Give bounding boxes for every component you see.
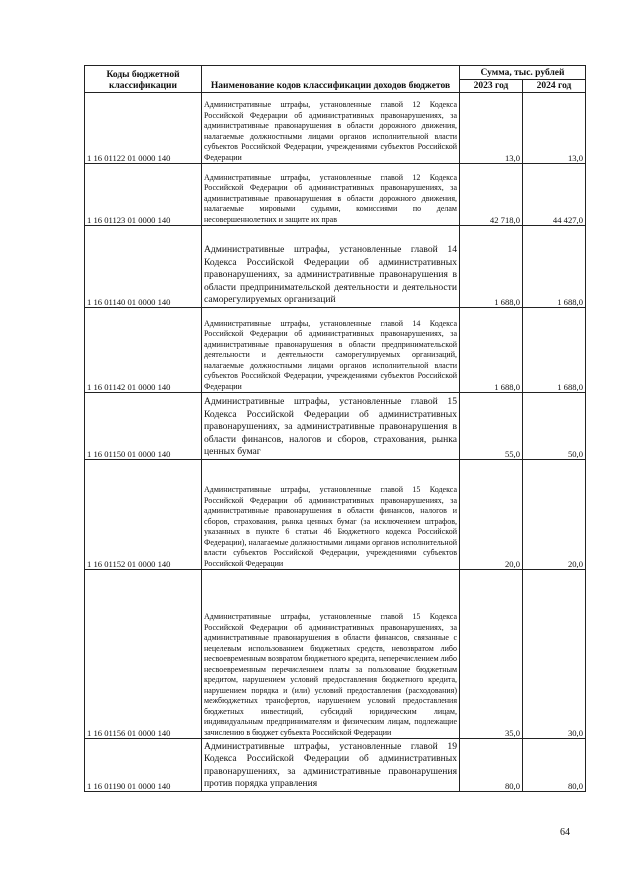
row-name: Административные штрафы, установленные главой 14 Кодекса Российской Федерации об административных правонарушениях, за административные правонарушения в области предпринимательской деятельности и деятельности саморегулируемых организаций xyxy=(202,226,460,308)
row-code: 1 16 01190 01 0000 140 xyxy=(85,739,202,792)
row-value-2024: 20,0 xyxy=(523,460,586,570)
row-name: Административные штрафы, установленные главой 15 Кодекса Российской Федерации об административных правонарушениях, за административные правонарушения в области финансов, налогов и сборов, страхования, рынка ценных бумаг xyxy=(202,393,460,460)
row-name: Административные штрафы, установленные главой 15 Кодекса Российской Федерации об административных правонарушениях, за административные правонарушения в области финансов, налогов и сборов, страхования, рынка ценных бумаг (за исключением штрафов, указанных в пункте 6 статьи 46 Бюджетного кодекса Российской Федерации), налагаемые должностными лицами органов исполнительной власти субъектов Российской Федерации, учреждениями субъектов Российской Федерации xyxy=(202,460,460,570)
row-value-2024: 30,0 xyxy=(523,570,586,739)
header-name: Наименование кодов классификации доходов бюджетов xyxy=(202,66,460,93)
row-name: Административные штрафы, установленные главой 12 Кодекса Российской Федерации об административных правонарушениях, за административные правонарушения в области дорожного движения, налагаемые мировыми судьями, комиссиями по делам несовершеннолетних и защите их прав xyxy=(202,164,460,226)
row-value-2023: 42 718,0 xyxy=(460,164,523,226)
header-sum: Сумма, тыс. рублей xyxy=(460,66,586,80)
header-year-2024: 2024 год xyxy=(523,80,586,93)
row-code: 1 16 01142 01 0000 140 xyxy=(85,308,202,393)
table-row xyxy=(85,164,586,226)
row-value-2023: 80,0 xyxy=(460,739,523,792)
table-row xyxy=(85,308,586,393)
row-code: 1 16 01140 01 0000 140 xyxy=(85,226,202,308)
row-code: 1 16 01152 01 0000 140 xyxy=(85,460,202,570)
row-code: 1 16 01123 01 0000 140 xyxy=(85,164,202,226)
row-value-2023: 13,0 xyxy=(460,93,523,164)
row-value-2023: 1 688,0 xyxy=(460,308,523,393)
row-value-2023: 55,0 xyxy=(460,393,523,460)
table-row xyxy=(85,570,586,739)
row-value-2024: 13,0 xyxy=(523,93,586,164)
row-name: Административные штрафы, установленные главой 15 Кодекса Российской Федерации об административных правонарушениях, за административные правонарушения в области финансов, связанные с нецелевым использованием бюджетных средств, невозвратом либо несвоевременным возвратом бюджетного кредита, неперечислением либо несвоевременным перечислением платы за пользование бюджетным кредитом, нарушением условий предоставления бюджетного кредита, нарушением порядка и (или) условий предоставления (расходования) межбюджетных трансфертов, нарушением условий предоставления бюджетных инвестиций, субсидий юридическим лицам, индивидуальным предпринимателям и физическим лицам, подлежащие зачислению в бюджет субъекта Российской Федерации xyxy=(202,570,460,739)
row-value-2023: 35,0 xyxy=(460,570,523,739)
row-code: 1 16 01150 01 0000 140 xyxy=(85,393,202,460)
row-name: Административные штрафы, установленные главой 19 Кодекса Российской Федерации об административных правонарушениях, за административные правонарушения против порядка управления xyxy=(202,739,460,792)
row-name: Административные штрафы, установленные главой 12 Кодекса Российской Федерации об административных правонарушениях, за административные правонарушения в области дорожного движения, налагаемые должностными лицами органов исполнительной власти субъектов Российской Федерации, учреждениями субъектов Российской Федерации xyxy=(202,93,460,164)
table-row xyxy=(85,226,586,308)
budget-revenue-table xyxy=(84,65,586,792)
table-row xyxy=(85,460,586,570)
row-value-2024: 50,0 xyxy=(523,393,586,460)
row-code: 1 16 01122 01 0000 140 xyxy=(85,93,202,164)
table-row xyxy=(85,739,586,792)
page-number: 64 xyxy=(560,827,570,838)
row-value-2023: 1 688,0 xyxy=(460,226,523,308)
row-code: 1 16 01156 01 0000 140 xyxy=(85,570,202,739)
table-row xyxy=(85,93,586,164)
row-name: Административные штрафы, установленные главой 14 Кодекса Российской Федерации об административных правонарушениях, за административные правонарушения в области предпринимательской деятельности и деятельности саморегулируемых организаций, налагаемые должностными лицами органов исполнительной власти субъектов Российской Федерации, учреждениями субъектов Российской Федерации xyxy=(202,308,460,393)
row-value-2024: 44 427,0 xyxy=(523,164,586,226)
row-value-2023: 20,0 xyxy=(460,460,523,570)
header-code: Коды бюджетной классификации xyxy=(85,66,202,93)
row-value-2024: 1 688,0 xyxy=(523,226,586,308)
table-row xyxy=(85,393,586,460)
row-value-2024: 80,0 xyxy=(523,739,586,792)
row-value-2024: 1 688,0 xyxy=(523,308,586,393)
header-year-2023: 2023 год xyxy=(460,80,523,93)
